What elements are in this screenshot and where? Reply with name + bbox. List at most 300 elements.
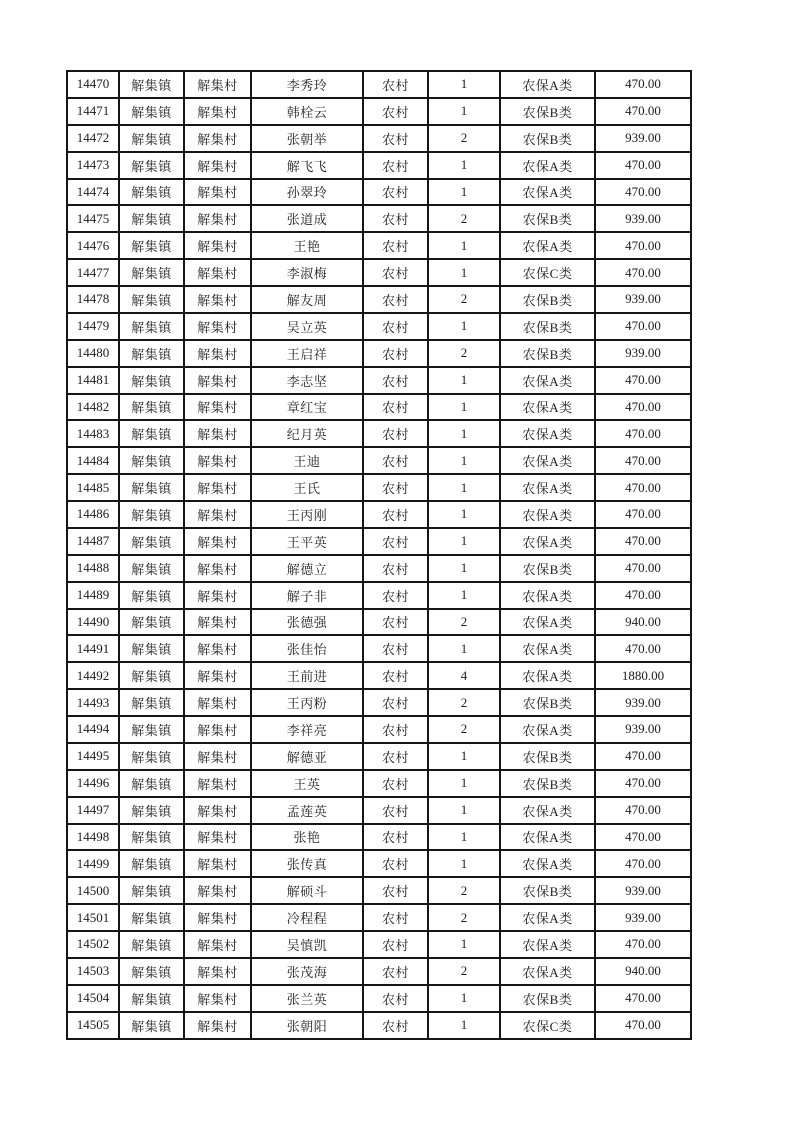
table-cell: 2 bbox=[428, 286, 500, 313]
table-cell: 农保A类 bbox=[500, 797, 595, 824]
table-row bbox=[67, 394, 691, 421]
table-cell: 农村 bbox=[363, 420, 428, 447]
table-cell: 470.00 bbox=[595, 528, 691, 555]
table-cell: 农保A类 bbox=[500, 447, 595, 474]
table-cell: 解集镇 bbox=[119, 474, 184, 501]
table-cell: 14505 bbox=[67, 1012, 119, 1039]
table-cell: 农村 bbox=[363, 501, 428, 528]
table-cell: 14500 bbox=[67, 877, 119, 904]
table-cell: 解集镇 bbox=[119, 232, 184, 259]
table-cell: 农村 bbox=[363, 689, 428, 716]
table-cell: 14481 bbox=[67, 367, 119, 394]
table-cell: 解集村 bbox=[184, 528, 251, 555]
table-cell: 农村 bbox=[363, 71, 428, 98]
table-cell: 农村 bbox=[363, 931, 428, 958]
table-cell: 470.00 bbox=[595, 770, 691, 797]
table-cell: 解集镇 bbox=[119, 689, 184, 716]
table-row bbox=[67, 555, 691, 582]
table-cell: 14502 bbox=[67, 931, 119, 958]
table-cell: 470.00 bbox=[595, 232, 691, 259]
table-cell: 解集村 bbox=[184, 447, 251, 474]
table-cell: 14471 bbox=[67, 98, 119, 125]
table-row bbox=[67, 850, 691, 877]
table-cell: 470.00 bbox=[595, 635, 691, 662]
table-cell: 解集镇 bbox=[119, 770, 184, 797]
table-row bbox=[67, 1012, 691, 1039]
table-cell: 解集村 bbox=[184, 904, 251, 931]
table-cell: 解德立 bbox=[251, 555, 363, 582]
table-cell: 14501 bbox=[67, 904, 119, 931]
table-cell: 解集村 bbox=[184, 689, 251, 716]
table-cell: 14487 bbox=[67, 528, 119, 555]
table-cell: 14486 bbox=[67, 501, 119, 528]
table-cell: 农村 bbox=[363, 528, 428, 555]
table-body bbox=[67, 71, 691, 1039]
table-cell: 1 bbox=[428, 420, 500, 447]
table-cell: 张兰英 bbox=[251, 985, 363, 1012]
table-cell: 农保A类 bbox=[500, 394, 595, 421]
table-cell: 农保B类 bbox=[500, 985, 595, 1012]
table-row bbox=[67, 609, 691, 636]
table-cell: 解集镇 bbox=[119, 662, 184, 689]
table-cell: 14493 bbox=[67, 689, 119, 716]
table-cell: 14499 bbox=[67, 850, 119, 877]
table-cell: 解集镇 bbox=[119, 985, 184, 1012]
table-cell: 14489 bbox=[67, 582, 119, 609]
table-cell: 农村 bbox=[363, 259, 428, 286]
table-cell: 解集村 bbox=[184, 232, 251, 259]
table-row bbox=[67, 904, 691, 931]
table-cell: 14474 bbox=[67, 179, 119, 206]
table-cell: 470.00 bbox=[595, 582, 691, 609]
table-cell: 解集镇 bbox=[119, 125, 184, 152]
table-row bbox=[67, 985, 691, 1012]
table-cell: 解集镇 bbox=[119, 609, 184, 636]
table-cell: 1 bbox=[428, 71, 500, 98]
document-page bbox=[66, 70, 692, 1040]
table-cell: 470.00 bbox=[595, 152, 691, 179]
table-cell: 农保A类 bbox=[500, 582, 595, 609]
table-cell: 470.00 bbox=[595, 394, 691, 421]
table-cell: 470.00 bbox=[595, 985, 691, 1012]
table-cell: 解集镇 bbox=[119, 447, 184, 474]
table-cell: 解友周 bbox=[251, 286, 363, 313]
table-cell: 1 bbox=[428, 474, 500, 501]
table-row bbox=[67, 501, 691, 528]
table-cell: 王启祥 bbox=[251, 340, 363, 367]
table-cell: 张艳 bbox=[251, 824, 363, 851]
table-cell: 解集村 bbox=[184, 420, 251, 447]
table-cell: 470.00 bbox=[595, 71, 691, 98]
table-cell: 470.00 bbox=[595, 743, 691, 770]
table-row bbox=[67, 877, 691, 904]
table-cell: 2 bbox=[428, 609, 500, 636]
table-row bbox=[67, 259, 691, 286]
table-cell: 14478 bbox=[67, 286, 119, 313]
table-cell: 农村 bbox=[363, 125, 428, 152]
table-cell: 农保A类 bbox=[500, 931, 595, 958]
table-cell: 14482 bbox=[67, 394, 119, 421]
table-row bbox=[67, 931, 691, 958]
table-cell: 孟莲英 bbox=[251, 797, 363, 824]
table-cell: 农村 bbox=[363, 958, 428, 985]
table-cell: 张德强 bbox=[251, 609, 363, 636]
table-cell: 解集村 bbox=[184, 313, 251, 340]
table-cell: 解集镇 bbox=[119, 904, 184, 931]
table-cell: 14479 bbox=[67, 313, 119, 340]
table-cell: 农村 bbox=[363, 716, 428, 743]
table-cell: 470.00 bbox=[595, 313, 691, 340]
table-cell: 农村 bbox=[363, 904, 428, 931]
table-cell: 张茂海 bbox=[251, 958, 363, 985]
table-cell: 农村 bbox=[363, 205, 428, 232]
table-cell: 1 bbox=[428, 152, 500, 179]
table-row bbox=[67, 340, 691, 367]
table-cell: 农保B类 bbox=[500, 743, 595, 770]
table-cell: 农保B类 bbox=[500, 313, 595, 340]
table-cell: 农保B类 bbox=[500, 340, 595, 367]
table-cell: 470.00 bbox=[595, 850, 691, 877]
table-cell: 2 bbox=[428, 877, 500, 904]
table-cell: 农保A类 bbox=[500, 528, 595, 555]
table-cell: 农村 bbox=[363, 474, 428, 501]
table-cell: 939.00 bbox=[595, 877, 691, 904]
table-cell: 农保A类 bbox=[500, 850, 595, 877]
table-row bbox=[67, 286, 691, 313]
table-cell: 1 bbox=[428, 98, 500, 125]
table-cell: 939.00 bbox=[595, 125, 691, 152]
table-cell: 孙翠玲 bbox=[251, 179, 363, 206]
table-cell: 农保A类 bbox=[500, 420, 595, 447]
table-cell: 王氏 bbox=[251, 474, 363, 501]
table-cell: 14476 bbox=[67, 232, 119, 259]
table-cell: 14495 bbox=[67, 743, 119, 770]
table-cell: 解集村 bbox=[184, 958, 251, 985]
table-cell: 1 bbox=[428, 770, 500, 797]
table-cell: 解集镇 bbox=[119, 259, 184, 286]
table-cell: 农村 bbox=[363, 1012, 428, 1039]
table-cell: 14473 bbox=[67, 152, 119, 179]
table-cell: 14496 bbox=[67, 770, 119, 797]
table-cell: 470.00 bbox=[595, 447, 691, 474]
table-cell: 4 bbox=[428, 662, 500, 689]
table-cell: 14498 bbox=[67, 824, 119, 851]
table-cell: 农村 bbox=[363, 179, 428, 206]
table-row bbox=[67, 71, 691, 98]
table-cell: 解集村 bbox=[184, 931, 251, 958]
table-cell: 农村 bbox=[363, 850, 428, 877]
table-cell: 1 bbox=[428, 367, 500, 394]
table-cell: 1 bbox=[428, 850, 500, 877]
table-cell: 解集村 bbox=[184, 985, 251, 1012]
table-cell: 470.00 bbox=[595, 179, 691, 206]
table-cell: 1 bbox=[428, 259, 500, 286]
table-cell: 解集村 bbox=[184, 367, 251, 394]
table-cell: 农村 bbox=[363, 394, 428, 421]
table-cell: 14472 bbox=[67, 125, 119, 152]
table-cell: 939.00 bbox=[595, 716, 691, 743]
table-cell: 解集镇 bbox=[119, 179, 184, 206]
table-cell: 1 bbox=[428, 582, 500, 609]
table-cell: 农村 bbox=[363, 340, 428, 367]
table-cell: 解集村 bbox=[184, 824, 251, 851]
table-cell: 纪月英 bbox=[251, 420, 363, 447]
table-row bbox=[67, 582, 691, 609]
table-cell: 1 bbox=[428, 313, 500, 340]
table-row bbox=[67, 770, 691, 797]
table-cell: 14490 bbox=[67, 609, 119, 636]
table-cell: 1 bbox=[428, 232, 500, 259]
table-cell: 李秀玲 bbox=[251, 71, 363, 98]
table-cell: 解集村 bbox=[184, 394, 251, 421]
table-cell: 939.00 bbox=[595, 904, 691, 931]
table-cell: 农村 bbox=[363, 447, 428, 474]
table-cell: 农村 bbox=[363, 662, 428, 689]
table-cell: 解集镇 bbox=[119, 1012, 184, 1039]
table-cell: 农保A类 bbox=[500, 474, 595, 501]
table-cell: 14504 bbox=[67, 985, 119, 1012]
table-row bbox=[67, 743, 691, 770]
table-cell: 1 bbox=[428, 394, 500, 421]
table-cell: 解集镇 bbox=[119, 743, 184, 770]
table-cell: 张道成 bbox=[251, 205, 363, 232]
table-cell: 农村 bbox=[363, 635, 428, 662]
table-cell: 张朝阳 bbox=[251, 1012, 363, 1039]
table-cell: 农保B类 bbox=[500, 98, 595, 125]
table-cell: 解集镇 bbox=[119, 420, 184, 447]
table-cell: 农保B类 bbox=[500, 877, 595, 904]
table-cell: 王艳 bbox=[251, 232, 363, 259]
table-cell: 农村 bbox=[363, 770, 428, 797]
table-cell: 解集村 bbox=[184, 743, 251, 770]
table-cell: 农村 bbox=[363, 367, 428, 394]
table-row bbox=[67, 205, 691, 232]
table-row bbox=[67, 447, 691, 474]
table-cell: 解集镇 bbox=[119, 958, 184, 985]
table-cell: 解集村 bbox=[184, 152, 251, 179]
table-cell: 939.00 bbox=[595, 340, 691, 367]
table-cell: 农村 bbox=[363, 797, 428, 824]
table-row bbox=[67, 367, 691, 394]
table-cell: 农村 bbox=[363, 286, 428, 313]
table-cell: 李祥亮 bbox=[251, 716, 363, 743]
table-cell: 2 bbox=[428, 125, 500, 152]
table-cell: 470.00 bbox=[595, 420, 691, 447]
table-cell: 解集村 bbox=[184, 1012, 251, 1039]
table-cell: 农村 bbox=[363, 313, 428, 340]
table-cell: 解集镇 bbox=[119, 850, 184, 877]
table-cell: 解集村 bbox=[184, 770, 251, 797]
table-cell: 1 bbox=[428, 635, 500, 662]
table-cell: 14497 bbox=[67, 797, 119, 824]
table-cell: 解集镇 bbox=[119, 582, 184, 609]
table-cell: 王英 bbox=[251, 770, 363, 797]
table-cell: 解飞飞 bbox=[251, 152, 363, 179]
table-row bbox=[67, 662, 691, 689]
table-cell: 农保B类 bbox=[500, 125, 595, 152]
table-cell: 农村 bbox=[363, 609, 428, 636]
table-cell: 解集村 bbox=[184, 635, 251, 662]
table-row bbox=[67, 313, 691, 340]
table-cell: 解集村 bbox=[184, 797, 251, 824]
table-cell: 解集村 bbox=[184, 474, 251, 501]
table-cell: 章红宝 bbox=[251, 394, 363, 421]
table-cell: 470.00 bbox=[595, 555, 691, 582]
table-cell: 农保A类 bbox=[500, 152, 595, 179]
table-cell: 1 bbox=[428, 501, 500, 528]
table-cell: 农保B类 bbox=[500, 689, 595, 716]
table-cell: 14484 bbox=[67, 447, 119, 474]
table-cell: 农保B类 bbox=[500, 286, 595, 313]
table-cell: 2 bbox=[428, 689, 500, 716]
table-cell: 939.00 bbox=[595, 286, 691, 313]
table-cell: 吴立英 bbox=[251, 313, 363, 340]
table-cell: 张传真 bbox=[251, 850, 363, 877]
table-cell: 解集镇 bbox=[119, 71, 184, 98]
table-cell: 1 bbox=[428, 179, 500, 206]
table-cell: 解集镇 bbox=[119, 555, 184, 582]
table-cell: 14477 bbox=[67, 259, 119, 286]
table-cell: 解集村 bbox=[184, 205, 251, 232]
table-cell: 1 bbox=[428, 985, 500, 1012]
table-cell: 470.00 bbox=[595, 824, 691, 851]
table-cell: 1 bbox=[428, 743, 500, 770]
table-cell: 1880.00 bbox=[595, 662, 691, 689]
table-cell: 张佳怡 bbox=[251, 635, 363, 662]
table-cell: 农保A类 bbox=[500, 904, 595, 931]
table-cell: 农保A类 bbox=[500, 824, 595, 851]
table-cell: 农村 bbox=[363, 582, 428, 609]
table-cell: 解德亚 bbox=[251, 743, 363, 770]
table-cell: 吴慎凯 bbox=[251, 931, 363, 958]
table-row bbox=[67, 125, 691, 152]
table-cell: 940.00 bbox=[595, 958, 691, 985]
table-cell: 解集村 bbox=[184, 555, 251, 582]
table-cell: 1 bbox=[428, 528, 500, 555]
table-cell: 14475 bbox=[67, 205, 119, 232]
table-cell: 解集村 bbox=[184, 259, 251, 286]
table-cell: 农村 bbox=[363, 877, 428, 904]
table-cell: 2 bbox=[428, 205, 500, 232]
table-cell: 解集镇 bbox=[119, 797, 184, 824]
table-cell: 470.00 bbox=[595, 1012, 691, 1039]
table-cell: 1 bbox=[428, 555, 500, 582]
table-row bbox=[67, 474, 691, 501]
table-cell: 农村 bbox=[363, 985, 428, 1012]
table-cell: 14470 bbox=[67, 71, 119, 98]
table-row bbox=[67, 716, 691, 743]
table-cell: 农村 bbox=[363, 152, 428, 179]
table-cell: 14494 bbox=[67, 716, 119, 743]
table-cell: 解集村 bbox=[184, 850, 251, 877]
table-cell: 2 bbox=[428, 716, 500, 743]
table-cell: 解集村 bbox=[184, 662, 251, 689]
table-cell: 解集镇 bbox=[119, 501, 184, 528]
table-cell: 1 bbox=[428, 824, 500, 851]
table-row bbox=[67, 232, 691, 259]
table-cell: 1 bbox=[428, 1012, 500, 1039]
table-cell: 解集镇 bbox=[119, 824, 184, 851]
table-cell: 农保B类 bbox=[500, 205, 595, 232]
table-cell: 14492 bbox=[67, 662, 119, 689]
table-cell: 14503 bbox=[67, 958, 119, 985]
table-cell: 韩栓云 bbox=[251, 98, 363, 125]
table-cell: 解集村 bbox=[184, 340, 251, 367]
table-cell: 939.00 bbox=[595, 689, 691, 716]
table-cell: 农保A类 bbox=[500, 367, 595, 394]
table-cell: 解集镇 bbox=[119, 313, 184, 340]
table-cell: 1 bbox=[428, 797, 500, 824]
table-cell: 李淑梅 bbox=[251, 259, 363, 286]
table-cell: 939.00 bbox=[595, 205, 691, 232]
table-row bbox=[67, 420, 691, 447]
table-cell: 解集镇 bbox=[119, 528, 184, 555]
table-cell: 张朝举 bbox=[251, 125, 363, 152]
table-cell: 农村 bbox=[363, 98, 428, 125]
table-cell: 解集村 bbox=[184, 179, 251, 206]
table-cell: 470.00 bbox=[595, 367, 691, 394]
table-cell: 14483 bbox=[67, 420, 119, 447]
table-cell: 农保C类 bbox=[500, 1012, 595, 1039]
table-cell: 农保B类 bbox=[500, 555, 595, 582]
table-cell: 470.00 bbox=[595, 501, 691, 528]
table-cell: 农保A类 bbox=[500, 662, 595, 689]
table-cell: 农村 bbox=[363, 555, 428, 582]
table-cell: 470.00 bbox=[595, 797, 691, 824]
table-cell: 2 bbox=[428, 340, 500, 367]
table-cell: 解集镇 bbox=[119, 98, 184, 125]
table-cell: 王丙刚 bbox=[251, 501, 363, 528]
table-cell: 农保C类 bbox=[500, 259, 595, 286]
table-cell: 14480 bbox=[67, 340, 119, 367]
table-cell: 470.00 bbox=[595, 931, 691, 958]
table-row bbox=[67, 98, 691, 125]
table-cell: 14485 bbox=[67, 474, 119, 501]
table-cell: 冷程程 bbox=[251, 904, 363, 931]
table-cell: 农保A类 bbox=[500, 609, 595, 636]
table-cell: 农保A类 bbox=[500, 179, 595, 206]
table-cell: 解集村 bbox=[184, 609, 251, 636]
table-cell: 解集村 bbox=[184, 71, 251, 98]
table-cell: 解集村 bbox=[184, 877, 251, 904]
table-cell: 2 bbox=[428, 958, 500, 985]
table-cell: 农保A类 bbox=[500, 716, 595, 743]
table-cell: 解子非 bbox=[251, 582, 363, 609]
table-cell: 解集镇 bbox=[119, 152, 184, 179]
table-cell: 农保B类 bbox=[500, 770, 595, 797]
table-cell: 解集镇 bbox=[119, 635, 184, 662]
table-cell: 1 bbox=[428, 447, 500, 474]
table-cell: 2 bbox=[428, 904, 500, 931]
table-cell: 农保A类 bbox=[500, 958, 595, 985]
table-cell: 14488 bbox=[67, 555, 119, 582]
table-cell: 农保A类 bbox=[500, 501, 595, 528]
table-cell: 王前进 bbox=[251, 662, 363, 689]
table-cell: 解集镇 bbox=[119, 877, 184, 904]
table-cell: 解集镇 bbox=[119, 205, 184, 232]
table-cell: 解集镇 bbox=[119, 931, 184, 958]
table-cell: 王平英 bbox=[251, 528, 363, 555]
table-cell: 470.00 bbox=[595, 98, 691, 125]
table-cell: 940.00 bbox=[595, 609, 691, 636]
table-row bbox=[67, 689, 691, 716]
table-row bbox=[67, 797, 691, 824]
table-cell: 农保A类 bbox=[500, 635, 595, 662]
table-cell: 农村 bbox=[363, 232, 428, 259]
payment-roster-table bbox=[66, 70, 692, 1040]
table-cell: 解集村 bbox=[184, 582, 251, 609]
table-cell: 14491 bbox=[67, 635, 119, 662]
